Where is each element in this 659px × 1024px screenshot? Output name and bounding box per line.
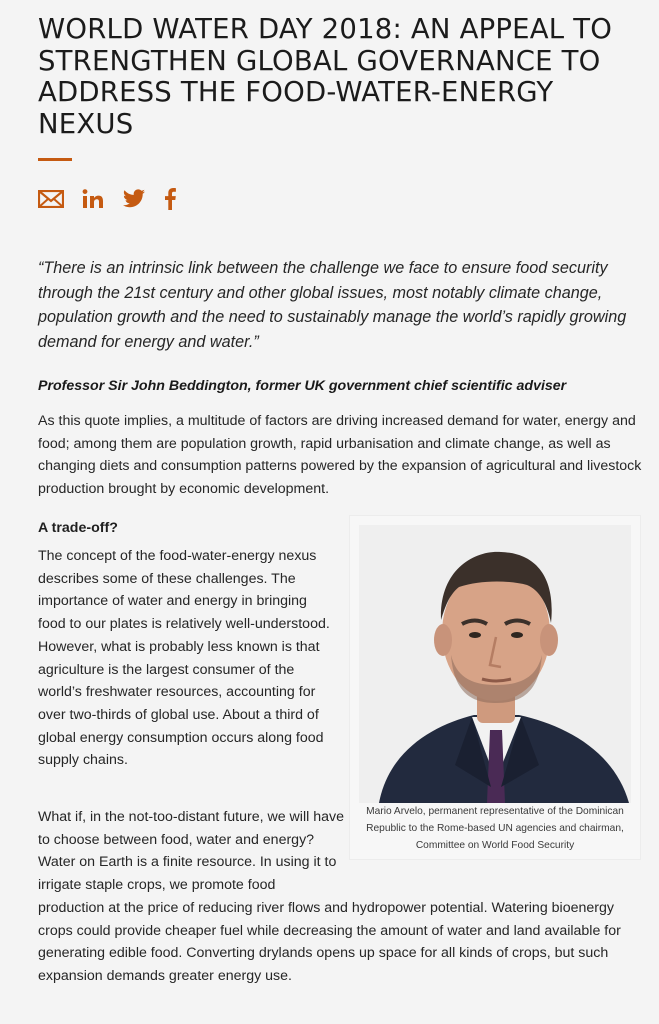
linkedin-icon[interactable] [82,189,104,209]
twitter-icon[interactable] [122,189,146,209]
photo-caption: Mario Arvelo, permanent representative of the Dominican Republic to the Rome-based UN agencies and chairman, Committee on World Food Security [366,806,624,851]
paragraph-three-text [38,806,642,988]
paragraph-two: The concept of the food-water-energy nexus describes some of these challenges. The importance of water and energy in bringing food to our plates is relatively well-understood. However, what is probably less known is that agriculture is the largest consumer of the world’s freshwater resources, accounting for over two-thirds of global use. About a third of global energy consumption occurs along food supply chains. [38,548,330,769]
quote-attribution: Professor Sir John Beddington, former UK government chief scientific adviser [38,377,567,394]
paragraph-three-body: What if, in the not-too-distant future, we will have to choose between food, water and energy? Water on Earth is a finite resource. In using it to irrigate staple crops, we promote food production at the price of reducing river flows and hydropower potential. Watering bioenergy crops could provide cheaper fuel while decreasing the amount of water and land available for generating edible food. Converting drylands opens up space for all kinds of crops, but such expansion demands greater energy use. [38,809,621,984]
title-underline [38,158,72,161]
caption-spacer [344,806,642,894]
email-icon[interactable] [38,190,64,208]
section-heading: A trade-off? [38,519,118,536]
intro-paragraph: As this quote implies, a multitude of factors are driving increased demand for water, energy and food; among them are population growth, rapid urbanisation and climate change, as well as changing diets and consumption patterns powered by the expansion of agricultural and livestock production brought by economic development. [38,412,642,497]
article [38,0,644,538]
portrait-photo [359,525,631,803]
page-title: WORLD WATER DAY 2018: AN APPEAL TO STRENGTHEN GLOBAL GOVERNANCE TO ADDRESS THE FOOD-WATER-ENERGY NEXUS [38,13,613,140]
share-bar [38,187,644,211]
pull-quote: “There is an intrinsic link between the challenge we face to ensure food security through the 21st century and other global issues, most notably climate change, population growth and the need to sustainably manage the world’s rapidly growing demand for energy and water.” [38,259,627,352]
facebook-icon[interactable] [164,188,176,210]
